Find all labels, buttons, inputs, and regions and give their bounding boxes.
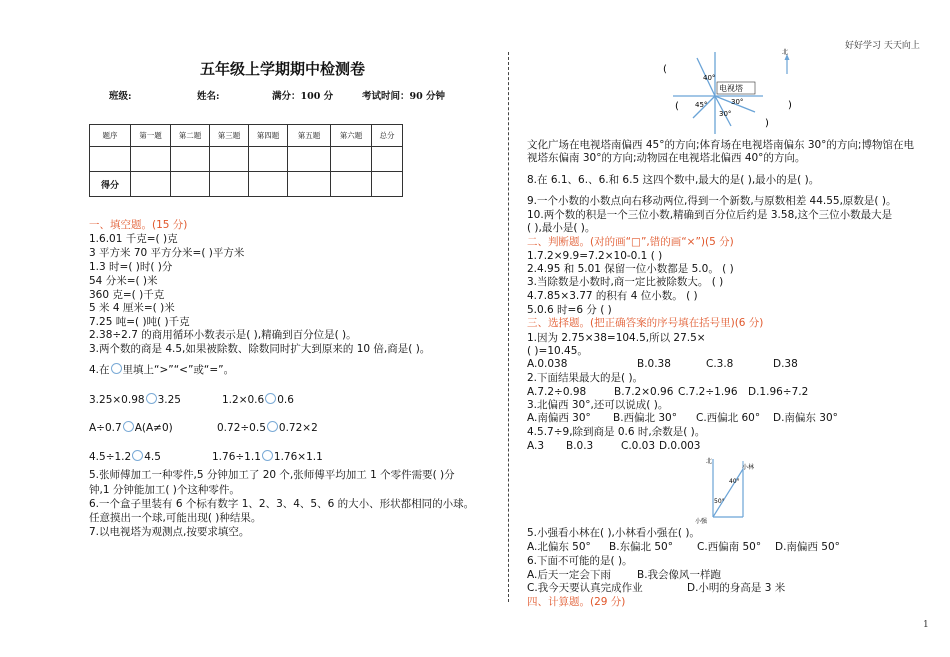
compare-item: A÷0.7 A(A≠0) (89, 422, 173, 434)
svg-text:): ) (788, 100, 792, 111)
score-cell[interactable] (288, 147, 331, 172)
score-table (89, 124, 403, 197)
option: C.7.2÷1.96 (678, 386, 738, 398)
compare-circle[interactable] (265, 393, 276, 404)
score-cell[interactable] (288, 172, 331, 197)
question-text: 360 克=( )千克 (89, 289, 165, 301)
question-text: ( )=10.45。 (527, 345, 588, 357)
table-header-cell: 题序 (90, 125, 131, 147)
option: C.0.03 (621, 440, 656, 452)
table-header-cell: 第一题 (131, 125, 171, 147)
section3-title: 三、选择题。(把正确答案的序号填在括号里)(6 分) (527, 317, 764, 329)
question-text: 3 平方米 70 平方分米=( )平方米 (89, 247, 245, 259)
full-score-label: 满分：100 分 (272, 91, 334, 102)
option: D.0.003 (659, 440, 701, 452)
option: A.北偏东 50° (527, 541, 591, 553)
question-text: 6.下面不可能的是( )。 (527, 555, 633, 567)
judge-item: 1.7.2×9.9=7.2×10-0.1 ( ) (527, 250, 663, 262)
table-header-cell: 第四题 (249, 125, 288, 147)
score-cell[interactable] (131, 147, 171, 172)
option: A.南偏西 30° (527, 412, 591, 424)
svg-text:50°: 50° (714, 498, 725, 505)
compare-item: 0.72÷0.5 0.72×2 (217, 422, 318, 434)
compare-item: 1.2×0.6 0.6 (222, 394, 294, 406)
question-text: 2.下面结果最大的是( )。 (527, 372, 644, 384)
table-header-cell: 第三题 (210, 125, 249, 147)
judge-item: 2.4.95 和 5.01 保留一位小数都是 5.0。 ( ) (527, 263, 734, 275)
question-text: 文化广场在电视塔南偏西 45°的方向;体育场在电视塔南偏东 30°的方向;博物馆在电 (527, 139, 914, 151)
compare-circle[interactable] (262, 450, 273, 461)
section4-title: 四、计算题。(29 分) (527, 596, 626, 608)
option: A.3 (527, 440, 545, 452)
table-header-cell: 第六题 (331, 125, 372, 147)
tv-tower-compass-diagram (655, 44, 805, 139)
question-text: 任意摸出一个球,可能出现( )种结果。 (89, 512, 262, 524)
score-cell[interactable] (331, 147, 372, 172)
option: C.西偏北 60° (696, 412, 761, 424)
svg-text:): ) (765, 118, 769, 129)
svg-text:(: ( (663, 64, 667, 75)
score-cell[interactable] (372, 172, 403, 197)
compare-circle[interactable] (146, 393, 157, 404)
option: D.38 (773, 358, 798, 370)
judge-item: 3.当除数是小数时,商一定比被除数大。 ( ) (527, 276, 724, 288)
page-number: 1 (923, 620, 929, 630)
column-divider (508, 52, 509, 602)
tower-label: 电视塔 (719, 84, 743, 93)
compare-circle[interactable] (132, 450, 143, 461)
score-row-label: 得分 (90, 172, 131, 197)
compare-item: 3.25×0.98 3.25 (89, 394, 181, 406)
option: A.后天一定会下雨 (527, 569, 611, 581)
score-cell[interactable] (171, 147, 210, 172)
question-text: 视塔东偏南 30°的方向;动物园在电视塔北偏西 40°的方向。 (527, 152, 806, 164)
option: D.1.96÷7.2 (748, 386, 809, 398)
section2-title: 二、判断题。(对的画“□”,错的画“×”)(5 分) (527, 236, 734, 248)
question-text: 4.5.7÷9,除到商是 0.6 时,余数是( )。 (527, 426, 706, 438)
svg-text:30°: 30° (731, 98, 744, 106)
svg-text:40°: 40° (703, 74, 716, 82)
score-cell[interactable] (131, 172, 171, 197)
option: B.西偏北 30° (613, 412, 677, 424)
exam-title: 五年级上学期期中检测卷 (200, 60, 366, 78)
score-cell[interactable] (210, 147, 249, 172)
question-text: 钟,1 分钟能加工( )个这种零件。 (89, 484, 240, 496)
question-text: 3.北偏西 30°,还可以说成( )。 (527, 399, 669, 411)
svg-text:45°: 45° (695, 101, 708, 109)
option: A.7.2÷0.98 (527, 386, 587, 398)
score-cell[interactable] (249, 147, 288, 172)
option: C.我今天要认真完成作业 (527, 582, 643, 594)
compare-item: 1.76÷1.1 1.76×1.1 (212, 451, 323, 463)
name-label: 姓名: (197, 91, 220, 102)
question-text: 5.小强看小林在( ),小林看小强在( )。 (527, 527, 700, 539)
north-label: 北 (782, 49, 789, 56)
option: B.东偏北 50° (609, 541, 673, 553)
option: B.0.38 (637, 358, 671, 370)
svg-text:40°: 40° (729, 478, 740, 485)
question-text: 7.25 吨=( )吨( )千克 (89, 316, 190, 328)
score-cell[interactable] (90, 147, 131, 172)
question-text: 5.张师傅加工一种零件,5 分钟加工了 20 个,张师傅平均加工 1 个零件需要( )分 (89, 469, 455, 481)
score-cell[interactable] (372, 147, 403, 172)
option: B.7.2×0.96 (614, 386, 674, 398)
table-header-cell: 第二题 (171, 125, 210, 147)
option: C.西偏南 50° (697, 541, 762, 553)
compare-circle[interactable] (123, 421, 134, 432)
svg-text:30°: 30° (719, 110, 732, 118)
forest-label: 小林 (742, 464, 755, 471)
question-text: 1.因为 2.75×38=104.5,所以 27.5× (527, 332, 706, 344)
table-header-cell: 第五题 (288, 125, 331, 147)
question-text: 1.6.01 千克=( )克 (89, 233, 178, 245)
option: D.南偏东 30° (773, 412, 838, 424)
question-text: 7.以电视塔为观测点,按要求填空。 (89, 526, 250, 538)
compare-circle[interactable] (267, 421, 278, 432)
score-cell[interactable] (171, 172, 210, 197)
question-text: 3.两个数的商是 4.5,如果被除数、除数同时扩大到原来的 10 倍,商是( )。 (89, 343, 431, 355)
option: B.我会像风一样跑 (637, 569, 722, 581)
table-header-cell: 总分 (372, 125, 403, 147)
question-text: 4.在 里填上“>”“<”或“=”。 (89, 364, 235, 376)
header-slogan: 好好学习 天天向上 (845, 41, 920, 51)
option: C.3.8 (706, 358, 734, 370)
xiaoqiang-label: 小强 (695, 518, 708, 525)
class-label: 班级: (109, 91, 132, 102)
question-text: 54 分米=( )米 (89, 275, 158, 287)
judge-item: 4.7.85×3.77 的积有 4 位小数。 ( ) (527, 290, 698, 302)
score-cell[interactable] (249, 172, 288, 197)
compare-circle[interactable] (111, 363, 122, 374)
option: B.0.3 (566, 440, 594, 452)
exam-time-label: 考试时间：90 分钟 (362, 91, 446, 102)
question-text: 1.3 时=( )时( )分 (89, 261, 173, 273)
option: A.0.038 (527, 358, 568, 370)
section1-title: 一、填空题。(15 分) (89, 219, 188, 231)
compare-item: 4.5÷1.2 4.5 (89, 451, 161, 463)
question-text: 5 米 4 厘米=( )米 (89, 302, 175, 314)
question-text: 9.一个小数的小数点向右移动两位,得到一个新数,与原数相差 44.55,原数是( )。 (527, 195, 897, 207)
north-label: 北 (706, 458, 713, 465)
judge-item: 5.0.6 时=6 分 ( ) (527, 304, 612, 316)
question-text: 8.在 6.1、6.、6.和 6.5 这四个数中,最大的是( ),最小的是( )。 (527, 174, 820, 186)
option: D.南偏西 50° (775, 541, 840, 553)
xiaoqiang-xiaolin-diagram (693, 455, 773, 527)
option: D.小明的身高是 3 米 (687, 582, 786, 594)
question-text: 10.两个数的积是一个三位小数,精确到百分位后约是 3.58,这个三位小数最大是 (527, 209, 893, 221)
question-text: 2.38÷2.7 的商用循环小数表示是( ),精确到百分位是( )。 (89, 329, 357, 341)
question-text: 6.一个盒子里装有 6 个标有数字 1、2、3、4、5、6 的大小、形状都相同的小球。 (89, 498, 475, 510)
svg-text:(: ( (675, 101, 679, 112)
score-cell[interactable] (210, 172, 249, 197)
score-cell[interactable] (331, 172, 372, 197)
question-text: ( ),最小是( )。 (527, 222, 596, 234)
